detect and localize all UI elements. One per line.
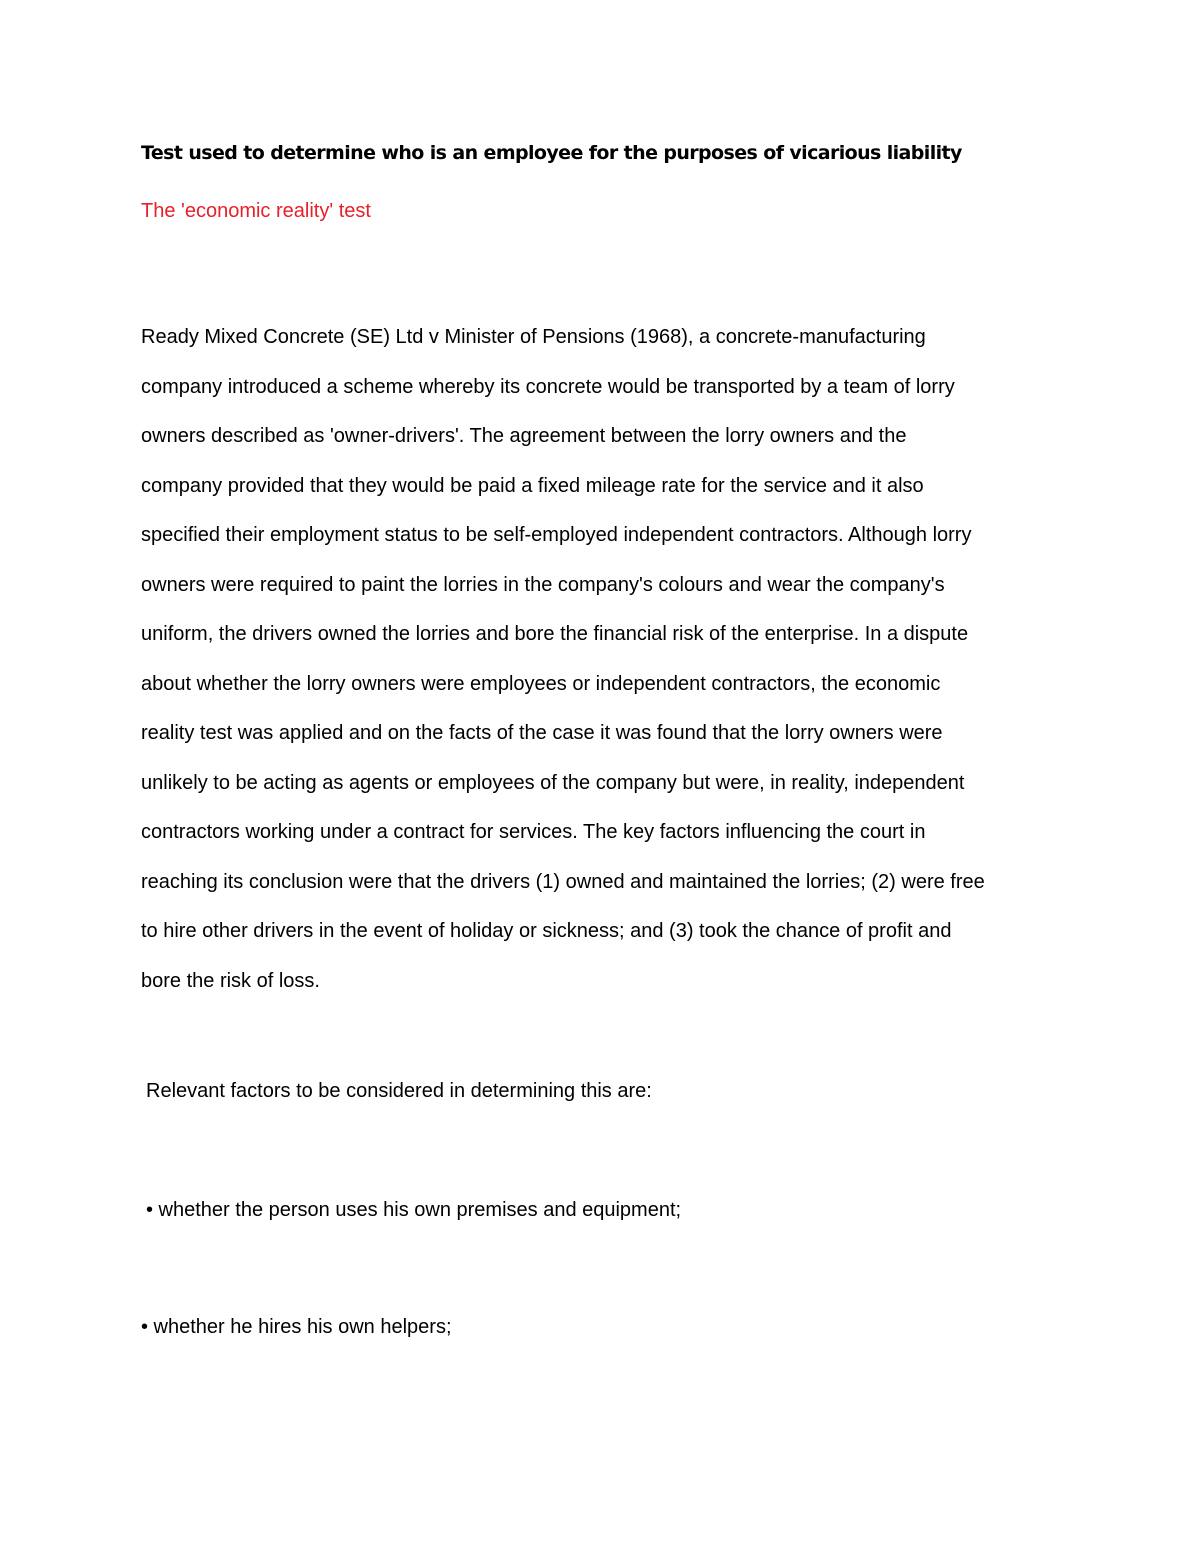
factors-intro: Relevant factors to be considered in determining this are: bbox=[146, 1080, 652, 1102]
factor-bullet-premises: • whether the person uses his own premises and equipment; bbox=[146, 1199, 682, 1221]
factor-bullet-helpers: • whether he hires his own helpers; bbox=[141, 1316, 452, 1338]
paragraph-line: unlikely to be acting as agents or employees of the company but were, in reality, independent bbox=[141, 771, 965, 794]
paragraph-line: about whether the lorry owners were employees or independent contractors, the economic bbox=[141, 672, 941, 695]
case-summary-paragraph bbox=[141, 313, 1081, 1006]
paragraph-line: contractors working under a contract for services. The key factors influencing the court in bbox=[141, 821, 926, 843]
paragraph-line: specified their employment status to be self-employed independent contractors. Although lorry bbox=[141, 524, 972, 546]
paragraph-line: to hire other drivers in the event of holiday or sickness; and (3) took the chance of profit and bbox=[141, 920, 952, 942]
paragraph-line: reality test was applied and on the facts of the case it was found that the lorry owners were bbox=[141, 722, 943, 744]
paragraph-line: company introduced a scheme whereby its concrete would be transported by a team of lorry bbox=[141, 375, 955, 398]
document-heading: Test used to determine who is an employee for the purposes of vicarious liability bbox=[141, 142, 962, 164]
paragraph-line: Ready Mixed Concrete (SE) Ltd v Minister of Pensions (1968), a concrete-manufacturing bbox=[141, 326, 926, 348]
paragraph-line: owners described as 'owner-drivers'. The agreement between the lorry owners and the bbox=[141, 425, 907, 447]
paragraph-line: reaching its conclusion were that the drivers (1) owned and maintained the lorries; (2) were free bbox=[141, 870, 985, 893]
section-subheading: The 'economic reality' test bbox=[141, 200, 371, 222]
paragraph-line: bore the risk of loss. bbox=[141, 969, 320, 992]
paragraph-line: uniform, the drivers owned the lorries and bore the financial risk of the enterprise. In a dispute bbox=[141, 623, 969, 645]
paragraph-line: owners were required to paint the lorries in the company's colours and wear the company's bbox=[141, 573, 945, 596]
paragraph-line: company provided that they would be paid a fixed mileage rate for the service and it also bbox=[141, 474, 924, 497]
